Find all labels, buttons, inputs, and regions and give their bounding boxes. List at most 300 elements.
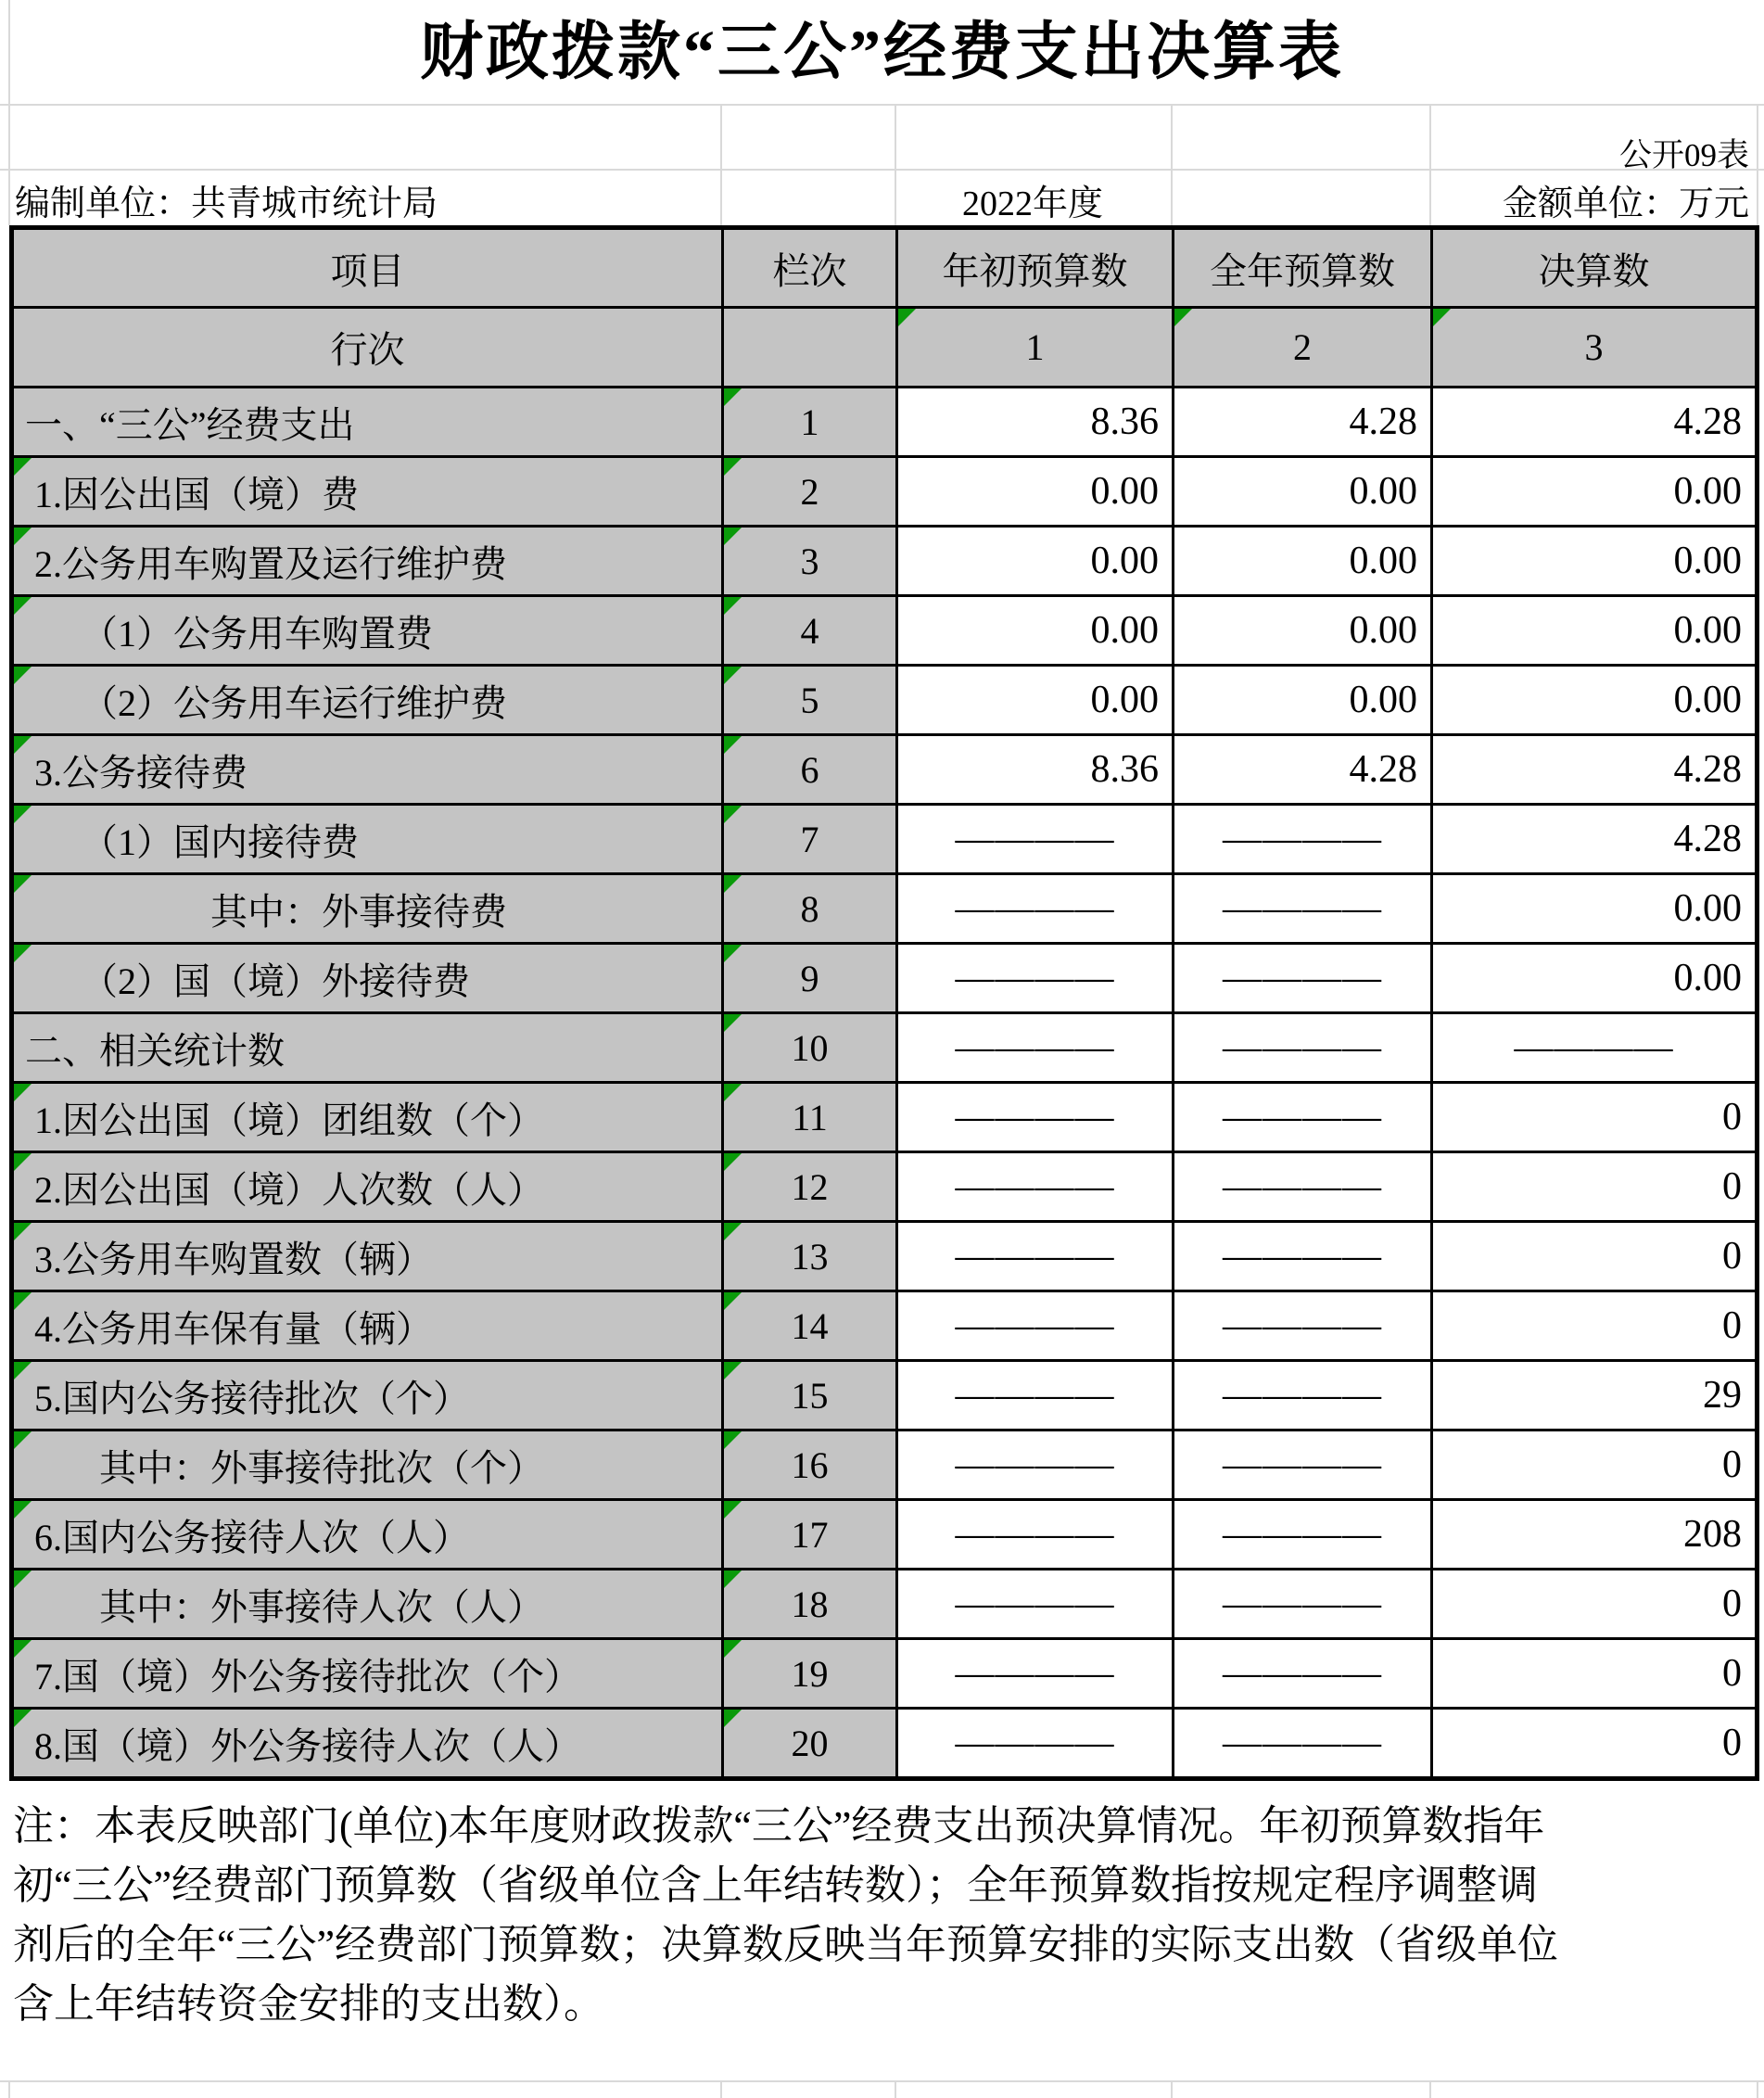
comment-marker-icon <box>724 597 742 615</box>
value-cell-col1[interactable] <box>897 874 1174 944</box>
comment-marker-icon <box>724 1640 742 1658</box>
item-cell[interactable] <box>12 1152 723 1222</box>
cell-text: ———— <box>1223 887 1382 930</box>
table-body <box>12 388 1758 1779</box>
value-cell-col1[interactable] <box>897 457 1174 527</box>
cell-text: ———— <box>1514 1026 1674 1069</box>
gridline <box>0 169 1764 171</box>
table-row <box>12 1291 1758 1361</box>
value-cell-col2[interactable] <box>1174 666 1432 735</box>
value-cell-col1[interactable] <box>897 805 1174 874</box>
line-no-cell[interactable] <box>723 1013 897 1083</box>
item-cell[interactable] <box>12 1222 723 1291</box>
table-row <box>12 1430 1758 1500</box>
comment-marker-icon <box>724 806 742 823</box>
table-row <box>12 527 1758 596</box>
comment-marker-icon <box>724 388 742 406</box>
item-cell[interactable] <box>12 1639 723 1709</box>
cell-text: 16 <box>791 1443 829 1486</box>
cell-text: 4.28 <box>1673 748 1742 791</box>
gridline <box>895 2080 896 2098</box>
comment-marker-icon <box>14 736 32 754</box>
cell-text: 4 <box>800 609 819 652</box>
cell-text: ———— <box>955 1096 1115 1138</box>
cell-text: ———— <box>955 887 1115 930</box>
value-cell-col1[interactable] <box>897 1639 1174 1709</box>
comment-marker-icon <box>724 736 742 754</box>
cell-text: ———— <box>955 1443 1115 1486</box>
cell-text: （2）公务用车运行维护费 <box>25 681 507 724</box>
table-row <box>12 1709 1758 1779</box>
table-row <box>12 1222 1758 1291</box>
cell-text: 6.国内公务接待人次（人） <box>25 1516 470 1558</box>
table-row <box>12 1152 1758 1222</box>
table-row <box>12 944 1758 1013</box>
value-cell-col1[interactable] <box>897 1570 1174 1639</box>
line-no-cell[interactable] <box>723 1222 897 1291</box>
table-row <box>12 457 1758 527</box>
cell-text: 0.00 <box>1090 679 1159 721</box>
line-no-cell[interactable] <box>723 1570 897 1639</box>
comment-marker-icon <box>14 458 32 476</box>
cell-text: ———— <box>1223 1374 1382 1417</box>
cell-text: 0.00 <box>1673 540 1742 582</box>
header-cell-final-account[interactable] <box>1432 228 1758 308</box>
footnote[interactable] <box>13 1797 1558 2034</box>
comment-marker-icon <box>724 1223 742 1240</box>
comment-marker-icon <box>724 528 742 545</box>
cell-text: 0.00 <box>1673 957 1742 999</box>
cell-text: 19 <box>791 1652 829 1695</box>
cell-text: （1）公务用车购置费 <box>25 612 433 655</box>
cell-text: 15 <box>791 1374 829 1417</box>
comment-marker-icon <box>724 875 742 893</box>
line-row-col1-cell[interactable] <box>897 308 1174 388</box>
value-cell-col2[interactable] <box>1174 596 1432 666</box>
cell-text: 其中：外事接待人次（人） <box>25 1585 544 1628</box>
cell-text: ———— <box>1223 818 1382 860</box>
header-cell-item[interactable] <box>12 228 723 308</box>
cell-text: 0.00 <box>1349 609 1417 652</box>
cell-text: 0.00 <box>1673 887 1742 930</box>
cell-text: ———— <box>955 1304 1115 1347</box>
value-cell-col1[interactable] <box>897 1430 1174 1500</box>
value-cell-col1[interactable] <box>897 1083 1174 1152</box>
cell-text: 3.公务接待费 <box>25 751 247 794</box>
footnote-line: 注：本表反映部门(单位)本年度财政拨款“三公”经费支出预决算情况。年初预算数指年 <box>13 1803 1545 1849</box>
value-cell-col3[interactable] <box>1432 666 1758 735</box>
cell-text: 4.28 <box>1673 401 1742 443</box>
cell-text: 0.00 <box>1090 470 1159 513</box>
cell-text: 年初预算数 <box>942 249 1128 292</box>
cell-text: 9 <box>800 957 819 999</box>
amount-unit[interactable]: 金额单位：万元 <box>1502 184 1749 223</box>
cell-text: 0 <box>1722 1583 1742 1625</box>
value-cell-col2[interactable] <box>1174 874 1432 944</box>
header-cell-initial-budget[interactable] <box>897 228 1174 308</box>
item-cell[interactable] <box>12 1709 723 1779</box>
item-cell[interactable] <box>12 596 723 666</box>
cell-text: 0 <box>1722 1652 1742 1695</box>
line-no-cell[interactable] <box>723 805 897 874</box>
cell-text: ———— <box>1223 1304 1382 1347</box>
comment-marker-icon <box>14 1084 32 1101</box>
table-row <box>12 1570 1758 1639</box>
item-cell[interactable] <box>12 666 723 735</box>
line-row-blank-cell[interactable] <box>723 308 897 388</box>
cell-text: 0 <box>1722 1443 1742 1486</box>
cell-text: 2 <box>1293 326 1312 368</box>
comment-marker-icon <box>724 1014 742 1032</box>
line-row-label-cell[interactable] <box>12 308 723 388</box>
cell-text: 项目 <box>330 249 405 292</box>
item-cell[interactable] <box>12 1570 723 1639</box>
comment-marker-icon <box>14 1362 32 1380</box>
cell-text: 29 <box>1703 1374 1742 1417</box>
table-row <box>12 805 1758 874</box>
comment-marker-icon <box>14 667 32 684</box>
cell-text: ———— <box>1223 1096 1382 1138</box>
cell-text: 7.国（境）外公务接待批次（个） <box>25 1655 581 1697</box>
comment-marker-icon <box>724 1153 742 1171</box>
value-cell-col1[interactable] <box>897 1709 1174 1779</box>
value-cell-col2[interactable] <box>1174 527 1432 596</box>
comment-marker-icon <box>14 597 32 615</box>
line-no-cell[interactable] <box>723 1083 897 1152</box>
cell-text: ———— <box>1223 1443 1382 1486</box>
value-cell-col1[interactable] <box>897 596 1174 666</box>
value-cell-col2[interactable] <box>1174 944 1432 1013</box>
line-no-cell[interactable] <box>723 1639 897 1709</box>
cell-text: ———— <box>1223 1722 1382 1764</box>
cell-text: 1 <box>800 401 819 443</box>
gridline <box>1171 2080 1173 2098</box>
cell-text: ———— <box>955 1026 1115 1069</box>
value-cell-col2[interactable] <box>1174 1639 1432 1709</box>
comment-marker-icon <box>14 1710 32 1727</box>
value-cell-col1[interactable] <box>897 1013 1174 1083</box>
cell-text: 18 <box>791 1583 829 1625</box>
item-cell[interactable] <box>12 874 723 944</box>
value-cell-col3[interactable] <box>1432 805 1758 874</box>
comment-marker-icon <box>14 1431 32 1449</box>
cell-text: 10 <box>791 1026 829 1069</box>
cell-text: 0.00 <box>1349 679 1417 721</box>
cell-text: ———— <box>955 1374 1115 1417</box>
value-cell-col1[interactable] <box>897 527 1174 596</box>
gridline <box>8 2080 10 2098</box>
item-cell[interactable] <box>12 944 723 1013</box>
cell-text: 0.00 <box>1090 540 1159 582</box>
table-row <box>12 388 1758 457</box>
cell-text: 4.28 <box>1349 401 1417 443</box>
cell-text: 二、相关统计数 <box>25 1029 285 1072</box>
header-cell-annual-budget[interactable] <box>1174 228 1432 308</box>
cell-text: 栏次 <box>772 249 847 292</box>
cell-text: 0.00 <box>1349 470 1417 513</box>
value-cell-col3[interactable] <box>1432 1152 1758 1222</box>
cell-text: 11 <box>792 1096 828 1138</box>
line-no-cell[interactable] <box>723 735 897 805</box>
value-cell-col2[interactable] <box>1174 805 1432 874</box>
value-cell-col3[interactable] <box>1432 1083 1758 1152</box>
cell-text: 0.00 <box>1349 540 1417 582</box>
cell-text: ———— <box>955 1235 1115 1278</box>
cell-text: 其中：外事接待费 <box>25 890 507 933</box>
value-cell-col3[interactable] <box>1432 1222 1758 1291</box>
footnote-line: 含上年结转资金安排的支出数）。 <box>13 1981 604 2027</box>
comment-marker-icon <box>724 945 742 962</box>
value-cell-col3[interactable] <box>1432 944 1758 1013</box>
cell-text: 2.因公出国（境）人次数（人） <box>25 1168 544 1211</box>
line-no-cell[interactable] <box>723 1152 897 1222</box>
value-cell-col3[interactable] <box>1432 874 1758 944</box>
header-row <box>12 228 1758 308</box>
gridline <box>1757 2080 1758 2098</box>
value-cell-col1[interactable] <box>897 666 1174 735</box>
info-row <box>0 174 1764 225</box>
prepared-by[interactable]: 编制单位：共青城市统计局 <box>15 184 438 223</box>
cell-text: ———— <box>1223 1583 1382 1625</box>
comment-marker-icon <box>14 1292 32 1310</box>
cell-text: 20 <box>791 1722 829 1764</box>
header-cell-column-no[interactable] <box>723 228 897 308</box>
cell-text: 0.00 <box>1673 609 1742 652</box>
value-cell-col2[interactable] <box>1174 735 1432 805</box>
value-cell-col2[interactable] <box>1174 1361 1432 1430</box>
cell-text: 2 <box>800 470 819 513</box>
table-row <box>12 596 1758 666</box>
table-row <box>12 1013 1758 1083</box>
value-cell-col2[interactable] <box>1174 1013 1432 1083</box>
value-cell-col3[interactable] <box>1432 735 1758 805</box>
cell-text: ———— <box>955 1583 1115 1625</box>
value-cell-col1[interactable] <box>897 1152 1174 1222</box>
comment-marker-icon <box>14 1501 32 1519</box>
cell-text: 决算数 <box>1538 249 1650 292</box>
item-cell[interactable] <box>12 457 723 527</box>
table-row <box>12 1361 1758 1430</box>
value-cell-col2[interactable] <box>1174 388 1432 457</box>
line-row-col2-cell[interactable] <box>1174 308 1432 388</box>
item-cell[interactable] <box>12 735 723 805</box>
cell-text: 2.公务用车购置及运行维护费 <box>25 542 507 585</box>
line-no-cell[interactable] <box>723 596 897 666</box>
comment-marker-icon <box>724 1710 742 1727</box>
item-cell[interactable] <box>12 1430 723 1500</box>
fiscal-year[interactable]: 2022年度 <box>961 184 1103 223</box>
comment-marker-icon <box>1174 309 1192 326</box>
cell-text: 0 <box>1722 1235 1742 1278</box>
comment-marker-icon <box>724 1292 742 1310</box>
line-row-col3-cell[interactable] <box>1432 308 1758 388</box>
line-no-cell[interactable] <box>723 1500 897 1570</box>
value-cell-col2[interactable] <box>1174 1083 1432 1152</box>
value-cell-col1[interactable] <box>897 1361 1174 1430</box>
comment-marker-icon <box>14 806 32 823</box>
line-no-cell[interactable] <box>723 1361 897 1430</box>
item-cell[interactable] <box>12 1500 723 1570</box>
comment-marker-icon <box>14 528 32 545</box>
comment-marker-icon <box>14 945 32 962</box>
cell-text: 17 <box>791 1513 829 1556</box>
item-cell[interactable] <box>12 1291 723 1361</box>
comment-marker-icon <box>724 1362 742 1380</box>
value-cell-col2[interactable] <box>1174 457 1432 527</box>
cell-text: ———— <box>955 957 1115 999</box>
cell-text: 0 <box>1722 1096 1742 1138</box>
cell-text: 0 <box>1722 1304 1742 1347</box>
line-number-row <box>12 308 1758 388</box>
value-cell-col2[interactable] <box>1174 1430 1432 1500</box>
value-cell-col2[interactable] <box>1174 1291 1432 1361</box>
cell-text: 0.00 <box>1090 609 1159 652</box>
cell-text: 1 <box>1025 326 1045 368</box>
item-cell[interactable] <box>12 388 723 457</box>
comment-marker-icon <box>898 309 916 326</box>
value-cell-col3[interactable] <box>1432 1361 1758 1430</box>
cell-text: 5 <box>800 679 819 721</box>
cell-text: （1）国内接待费 <box>25 820 359 863</box>
cell-text: 0 <box>1722 1722 1742 1764</box>
cell-text: 8 <box>800 887 819 930</box>
table-row <box>12 1083 1758 1152</box>
cell-text: 8.国（境）外公务接待人次（人） <box>25 1724 581 1767</box>
footnote-line: 初“三公”经费部门预算数（省级单位含上年结转数）；全年预算数指按规定程序调整调 <box>13 1863 1539 1908</box>
cell-text: 13 <box>791 1235 829 1278</box>
cell-text: ———— <box>955 1652 1115 1695</box>
value-cell-col3[interactable] <box>1432 1709 1758 1779</box>
value-cell-col1[interactable] <box>897 1291 1174 1361</box>
value-cell-col2[interactable] <box>1174 1222 1432 1291</box>
cell-text: 5.国内公务接待批次（个） <box>25 1377 470 1419</box>
cell-text: ———— <box>1223 1026 1382 1069</box>
cell-text: 3 <box>800 540 819 582</box>
value-cell-col3[interactable] <box>1432 596 1758 666</box>
cell-text: ———— <box>955 1165 1115 1208</box>
cell-text: 0.00 <box>1673 679 1742 721</box>
table-row <box>12 1500 1758 1570</box>
comment-marker-icon <box>14 1570 32 1588</box>
table-row <box>12 1639 1758 1709</box>
comment-marker-icon <box>14 1153 32 1171</box>
cell-text: 1.因公出国（境）费 <box>25 473 359 515</box>
comment-marker-icon <box>724 1501 742 1519</box>
cell-text: 8.36 <box>1090 748 1159 791</box>
table-code[interactable]: 公开09表 <box>1618 137 1749 173</box>
gridline <box>720 2080 722 2098</box>
cell-text: 3 <box>1584 326 1604 368</box>
cell-text: 208 <box>1683 1513 1742 1556</box>
cell-text: ———— <box>955 818 1115 860</box>
line-no-cell[interactable] <box>723 666 897 735</box>
value-cell-col2[interactable] <box>1174 1709 1432 1779</box>
item-cell[interactable] <box>12 527 723 596</box>
comment-marker-icon <box>1433 309 1451 326</box>
value-cell-col3[interactable] <box>1432 1639 1758 1709</box>
comment-marker-icon <box>14 1223 32 1240</box>
value-cell-col3[interactable] <box>1432 388 1758 457</box>
line-no-cell[interactable] <box>723 1709 897 1779</box>
cell-text: ———— <box>1223 1652 1382 1695</box>
cell-text: 行次 <box>330 329 405 371</box>
value-cell-col1[interactable] <box>897 1222 1174 1291</box>
value-cell-col3[interactable] <box>1432 1500 1758 1570</box>
cell-text: ———— <box>1223 957 1382 999</box>
cell-text: ———— <box>1223 1235 1382 1278</box>
cell-text: 4.28 <box>1673 818 1742 860</box>
cell-text: 12 <box>791 1165 829 1208</box>
line-no-cell[interactable] <box>723 944 897 1013</box>
cell-text: 6 <box>800 748 819 791</box>
comment-marker-icon <box>724 667 742 684</box>
cell-text: （2）国（境）外接待费 <box>25 960 470 1002</box>
cell-text: 其中：外事接待批次（个） <box>25 1446 544 1489</box>
line-no-cell[interactable] <box>723 1291 897 1361</box>
line-no-cell[interactable] <box>723 457 897 527</box>
comment-marker-icon <box>724 1431 742 1449</box>
value-cell-col1[interactable] <box>897 388 1174 457</box>
item-cell[interactable] <box>12 1013 723 1083</box>
table-row <box>12 735 1758 805</box>
page-title[interactable]: 财政拨款“三公”经费支出决算表 <box>419 17 1344 87</box>
value-cell-col2[interactable] <box>1174 1570 1432 1639</box>
value-cell-col2[interactable] <box>1174 1152 1432 1222</box>
value-cell-col3[interactable] <box>1432 457 1758 527</box>
line-no-cell[interactable] <box>723 874 897 944</box>
comment-marker-icon <box>14 1640 32 1658</box>
comment-marker-icon <box>724 1570 742 1588</box>
comment-marker-icon <box>724 458 742 476</box>
value-cell-col3[interactable] <box>1432 1291 1758 1361</box>
item-cell[interactable] <box>12 1361 723 1430</box>
cell-text: 8.36 <box>1090 401 1159 443</box>
line-no-cell[interactable] <box>723 527 897 596</box>
value-cell-col1[interactable] <box>897 1500 1174 1570</box>
value-cell-col1[interactable] <box>897 944 1174 1013</box>
value-cell-col3[interactable] <box>1432 1430 1758 1500</box>
cell-text: ———— <box>955 1513 1115 1556</box>
cell-text: ———— <box>955 1722 1115 1764</box>
value-cell-col1[interactable] <box>897 735 1174 805</box>
cell-text: 4.公务用车保有量（辆） <box>25 1307 433 1350</box>
gridline <box>0 2080 1764 2082</box>
gridline <box>0 104 1764 106</box>
cell-text: 4.28 <box>1349 748 1417 791</box>
cell-text: 一、“三公”经费支出 <box>25 403 355 446</box>
value-cell-col3[interactable] <box>1432 527 1758 596</box>
gridline <box>1429 2080 1431 2098</box>
cell-text: ———— <box>1223 1165 1382 1208</box>
cell-text: ———— <box>1223 1513 1382 1556</box>
value-cell-col2[interactable] <box>1174 1500 1432 1570</box>
comment-marker-icon <box>14 875 32 893</box>
expenditure-table <box>9 225 1759 1781</box>
table-row <box>12 666 1758 735</box>
item-cell[interactable] <box>12 805 723 874</box>
cell-text: 1.因公出国（境）团组数（个） <box>25 1099 544 1141</box>
cell-text: 14 <box>791 1304 829 1347</box>
cell-text: 0 <box>1722 1165 1742 1208</box>
cell-text: 7 <box>800 818 819 860</box>
line-no-cell[interactable] <box>723 388 897 457</box>
item-cell[interactable] <box>12 1083 723 1152</box>
value-cell-col3[interactable] <box>1432 1013 1758 1083</box>
cell-text: 0.00 <box>1673 470 1742 513</box>
cell-text: 3.公务用车购置数（辆） <box>25 1238 433 1280</box>
line-no-cell[interactable] <box>723 1430 897 1500</box>
value-cell-col3[interactable] <box>1432 1570 1758 1639</box>
